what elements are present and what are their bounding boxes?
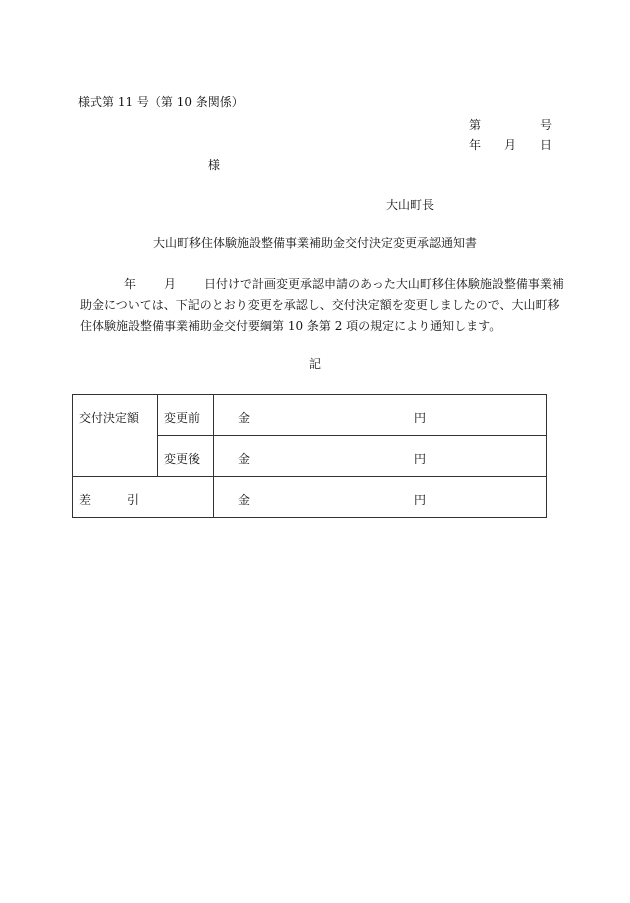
body-line-1-text: 日付けで計画変更承認申請のあった大山町移住体験施設整備事業補 (204, 277, 564, 291)
difference-yen: 円 (414, 493, 427, 507)
difference-label-cell (73, 477, 214, 518)
difference-label-sa: 差 (79, 493, 92, 507)
before-label: 変更前 (164, 411, 201, 425)
after-kin: 金 (238, 452, 251, 466)
document-number-suffix: 号 (540, 118, 553, 132)
date-month-label: 月 (504, 138, 517, 152)
addressee-honorific: 様 (208, 158, 221, 172)
body-line-1 (80, 278, 564, 290)
date-day-label: 日 (540, 138, 553, 152)
body-line-3: 住体験施設整備事業補助金交付要綱第 10 条第 2 項の規定により通知します。 (80, 319, 502, 333)
table-row-difference (73, 477, 547, 518)
after-label-cell (158, 436, 214, 477)
decision-amount-label-cell (73, 395, 158, 477)
difference-amount-cell (214, 477, 547, 518)
before-kin: 金 (238, 411, 251, 425)
before-label-cell (158, 395, 214, 436)
before-yen: 円 (414, 411, 427, 425)
table-row-before (73, 395, 547, 436)
document-number-prefix: 第 (469, 118, 482, 132)
body-month-label: 月 (164, 277, 177, 291)
decision-amount-label: 交付決定額 (79, 411, 140, 425)
form-number: 様式第 11 号（第 10 条関係） (78, 95, 244, 109)
date-year-label: 年 (469, 138, 482, 152)
after-amount-cell (214, 436, 547, 477)
body-line-2: 助金については、下記のとおり変更を承認し、交付決定額を変更しましたので、大山町移 (80, 298, 560, 312)
difference-label-hiki: 引 (127, 493, 140, 507)
ki-heading: 記 (308, 357, 321, 371)
document-title: 大山町移住体験施設整備事業補助金交付決定変更承認通知書 (152, 236, 477, 250)
before-amount-cell (214, 395, 547, 436)
amount-table (72, 394, 547, 518)
after-label: 変更後 (164, 452, 201, 466)
after-yen: 円 (414, 452, 427, 466)
difference-kin: 金 (238, 493, 251, 507)
issuer-name: 大山町長 (386, 198, 435, 212)
body-year-label: 年 (124, 277, 137, 291)
